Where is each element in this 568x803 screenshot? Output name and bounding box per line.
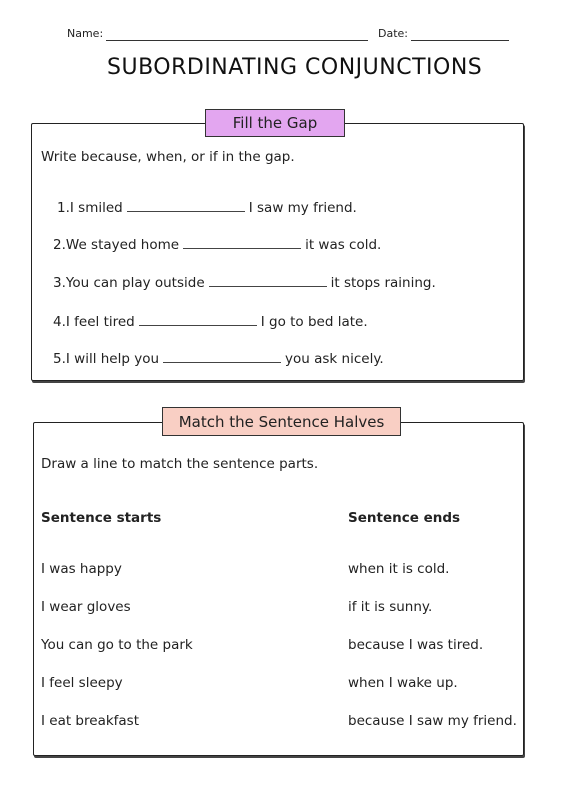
- gap-item-3: [53, 274, 436, 291]
- gap-item-2: [53, 236, 381, 253]
- col-header-starts: Sentence starts: [41, 510, 162, 526]
- answer-blank[interactable]: [183, 236, 301, 249]
- item-before: You can play outside: [65, 275, 205, 291]
- sentence-end[interactable]: because I was tired.: [348, 637, 484, 653]
- item-number: 2.: [53, 237, 66, 253]
- item-after: I go to bed late.: [260, 314, 368, 330]
- gap-item-5: [53, 350, 384, 367]
- date-field[interactable]: [411, 40, 509, 41]
- sentence-start[interactable]: I was happy: [41, 561, 122, 577]
- name-label: Name:: [67, 27, 104, 40]
- sentence-end[interactable]: when I wake up.: [348, 675, 458, 691]
- item-number: 5.: [53, 351, 66, 367]
- answer-blank[interactable]: [127, 199, 245, 212]
- item-after: it was cold.: [305, 237, 382, 253]
- match-halves-tag: Match the Sentence Halves: [162, 407, 401, 436]
- answer-blank[interactable]: [163, 350, 281, 363]
- item-before: I will help you: [65, 351, 160, 367]
- date-label: Date:: [378, 27, 408, 40]
- section2-instruction: Draw a line to match the sentence parts.: [41, 456, 319, 472]
- sentence-start[interactable]: I feel sleepy: [41, 675, 123, 691]
- answer-blank[interactable]: [139, 313, 257, 326]
- gap-item-1: [57, 199, 357, 216]
- item-after: it stops raining.: [330, 275, 436, 291]
- item-number: 4.: [53, 314, 66, 330]
- sentence-start[interactable]: I eat breakfast: [41, 713, 140, 729]
- item-before: We stayed home: [65, 237, 180, 253]
- sentence-start[interactable]: I wear gloves: [41, 599, 131, 615]
- answer-blank[interactable]: [209, 274, 327, 287]
- sentence-end[interactable]: if it is sunny.: [348, 599, 433, 615]
- match-halves-panel: [33, 422, 524, 756]
- item-number: 1.: [57, 200, 70, 216]
- fill-the-gap-tag: Fill the Gap: [205, 109, 345, 137]
- name-field[interactable]: [106, 40, 368, 41]
- sentence-end[interactable]: because I saw my friend.: [348, 713, 517, 729]
- gap-item-4: [53, 313, 368, 330]
- item-number: 3.: [53, 275, 66, 291]
- item-after: you ask nicely.: [285, 351, 384, 367]
- sentence-end[interactable]: when it is cold.: [348, 561, 450, 577]
- item-before: I smiled: [69, 200, 123, 216]
- page-title: SUBORDINATING CONJUNCTIONS: [107, 55, 483, 80]
- col-header-ends: Sentence ends: [348, 510, 461, 526]
- item-after: I saw my friend.: [248, 200, 357, 216]
- sentence-start[interactable]: You can go to the park: [41, 637, 193, 653]
- section1-instruction: Write because, when, or if in the gap.: [41, 149, 295, 165]
- item-before: I feel tired: [65, 314, 135, 330]
